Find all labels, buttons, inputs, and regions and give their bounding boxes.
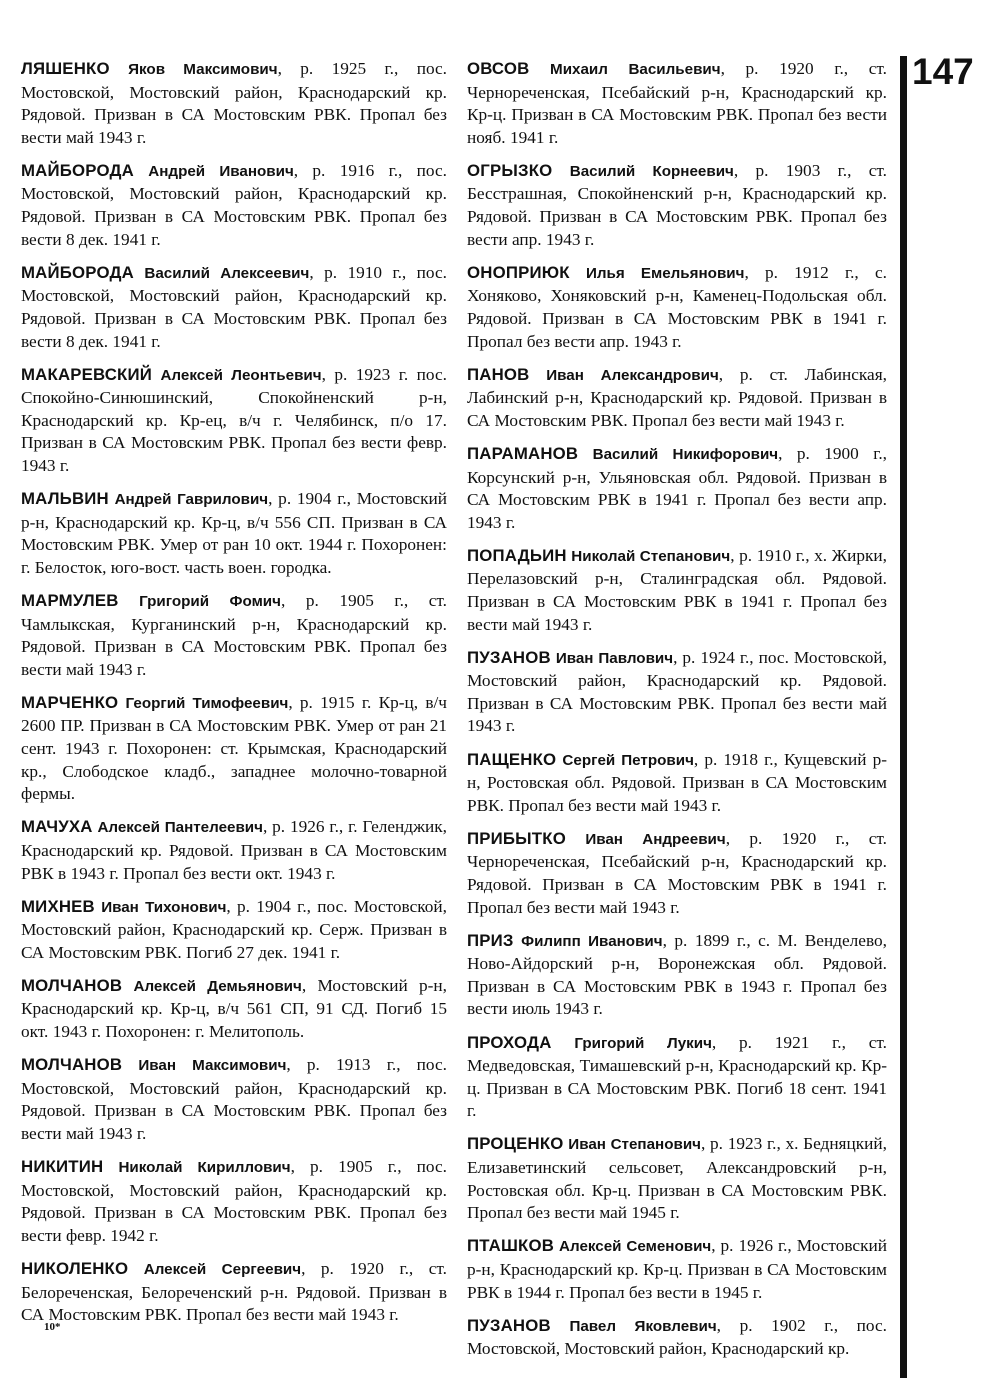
entry-surname: ПАНОВ: [467, 364, 530, 384]
entry-details: , р. 1920 г., ст. Чернореченская, Псебайский р-н, Краснодарский кр. Рядовой. Призван в СА Мостовским РВК в 1941 г. Пропал без вести май 1943 г.: [467, 828, 887, 917]
entry-surname: МОЛЧАНОВ: [21, 975, 123, 995]
entry-details: , р. 1910 г., пос. Мостовской, Мостовский район, Краснодарский кр. Рядовой. Призван в СА Мостовским РВК. Пропал без вести 8 дек. 1941 г.: [21, 262, 447, 351]
entry-given-name: Николай Кириллович: [118, 1159, 291, 1177]
entry-surname: ПРИЗ: [467, 930, 514, 950]
entry-surname: ПУЗАНОВ: [467, 1315, 551, 1335]
biography-entry: [467, 443, 887, 534]
biography-entry: [467, 1133, 887, 1224]
biography-entry: [21, 816, 447, 885]
entry-given-name: Алексей Сергеевич: [143, 1260, 302, 1278]
entry-details: , р. 1916 г., пос. Мостовской, Мостовский район, Краснодарский кр. Рядовой. Призван в СА Мостовским РВК. Пропал без вести 8 дек. 1941 г.: [21, 160, 447, 249]
entry-given-name: Алексей Демьянович: [133, 977, 302, 995]
biography-entry: [21, 364, 447, 478]
entry-surname: ПАРАМАНОВ: [467, 443, 579, 463]
entry-surname: МОЛЧАНОВ: [21, 1055, 123, 1075]
entry-given-name: Иван Александрович: [546, 366, 719, 384]
entry-given-name: Георгий Тимофеевич: [125, 694, 289, 712]
biography-entry: [467, 1235, 887, 1304]
entry-given-name: Алексей Леонтьевич: [160, 366, 322, 384]
biography-entry: [21, 975, 447, 1044]
entry-details: , р. ст. Лабинская, Лабинский р-н, Краснодарский кр. Рядовой. Призван в СА Мостовским РВК. Пропал без вести май 1943 г.: [467, 364, 887, 430]
biography-entry: [21, 590, 447, 681]
biography-entry: [21, 160, 447, 251]
biography-entry: [21, 488, 447, 579]
biography-entry: [467, 1315, 887, 1361]
biography-entry: [21, 1258, 447, 1327]
biography-entry: [21, 58, 447, 149]
entry-given-name: Василий Корнеевич: [569, 162, 734, 180]
entry-given-name: Илья Емельянович: [585, 264, 745, 282]
right-column: [467, 58, 887, 1371]
entry-surname: МАКАРЕВСКИЙ: [21, 364, 153, 384]
biography-entry: [467, 647, 887, 738]
entry-surname: МАРЧЕНКО: [21, 692, 119, 712]
biography-entry: [467, 930, 887, 1021]
entry-surname: ПТАШКОВ: [467, 1236, 555, 1256]
entry-details: , р. 1910 г., х. Жирки, Перелазовский р-н, Сталинградская обл. Рядовой. Призван в СА Мостовским РВК в 1941 г. Пропал без вести май 1943 г.: [467, 545, 887, 634]
entry-surname: ПУЗАНОВ: [467, 647, 551, 667]
biography-entry: [467, 749, 887, 818]
entry-given-name: Иван Тихонович: [101, 898, 227, 916]
entry-details: , р. 1905 г., ст. Чамлыкская, Курганинский р-н, Краснодарский кр. Рядовой. Призван в СА Мостовским РВК. Пропал без вести май 1943 г.: [21, 590, 447, 679]
biography-entry: [21, 262, 447, 353]
biography-entry: [21, 1156, 447, 1247]
entry-details: , р. 1926 г., г. Геленджик, Краснодарский кр. Рядовой. Призван в СА Мостовским РВК в 1943 г. Пропал без вести окт. 1943 г.: [21, 817, 448, 883]
biography-entry: [467, 58, 887, 149]
entry-surname: НИКИТИН: [21, 1157, 104, 1177]
entry-details: , р. 1900 г., Корсунский р-н, Ульяновская обл. Рядовой. Призван в СА Мостовским РВК в 1941 г. Пропал без вести апр. 1943 г.: [467, 443, 887, 532]
entry-given-name: Михаил Васильевич: [550, 61, 721, 78]
entry-details: , р. 1902 г., пос. Мостовской, Мостовский район, Краснодарский кр.: [467, 1315, 887, 1359]
biography-entry: [467, 262, 887, 353]
entry-given-name: Филипп Иванович: [521, 932, 663, 950]
biography-entry: [467, 364, 887, 433]
signature-mark: 10*: [44, 1321, 61, 1333]
entry-given-name: Яков Максимович: [128, 61, 278, 78]
entry-given-name: Иван Павлович: [555, 649, 674, 667]
entry-surname: МАЙБОРОДА: [21, 160, 134, 180]
entry-details: , р. 1904 г., Мостовский р-н, Краснодарский кр. Кр-ц, в/ч 556 СП. Призван в СА Мостовским РВК. Умер от ран 10 окт. 1944 г. Похоронен: г. Белосток, юго-вост. часть воен. городка.: [21, 489, 447, 577]
entry-surname: ПРОХОДА: [467, 1032, 552, 1052]
entry-surname: МАРМУЛЕВ: [21, 590, 119, 610]
entry-details: , р. 1921 г., ст. Медведовская, Тимашевский р-н, Краснодарский кр. Кр-ц. Призван в СА Мостовским РВК. Погиб 18 сент. 1941 г.: [467, 1032, 887, 1121]
entry-details: , р. 1920 г., ст. Белореченская, Белореченский р-н. Рядовой. Призван в СА Мостовским РВК. Пропал без вести май 1943 г.: [21, 1258, 447, 1325]
entry-surname: ЛЯШЕНКО: [21, 59, 110, 78]
entry-surname: МИХНЕВ: [21, 896, 95, 916]
entry-given-name: Григорий Лукич: [574, 1034, 712, 1052]
biography-entry: [21, 896, 447, 965]
entry-surname: ПРИБЫТКО: [467, 828, 566, 848]
entry-details: , р. 1923 г., х. Бедняцкий, Елизаветинский сельсовет, Александровский р-н, Ростовская обл. Кр-ц. Призван в СА Мостовским РВК. Пропал без вести май 1945 г.: [467, 1134, 887, 1223]
entry-details: , р. 1920 г., ст. Чернореченская, Псебайский р-н, Краснодарский кр. Кр-ц. Призван в СА Мостовским РВК. Пропал без вести нояб. 1941 г.: [467, 59, 887, 147]
entry-details: , р. 1925 г., пос. Мостовской, Мостовский район, Краснодарский кр. Рядовой. Призван в СА Мостовским РВК. Пропал без вести май 1943 г.: [21, 59, 447, 147]
entry-surname: ОВСОВ: [467, 59, 530, 78]
entry-details: , р. 1913 г., пос. Мостовской, Мостовский район, Краснодарский кр. Рядовой. Призван в СА Мостовским РВК. Пропал без вести май 1943 г.: [21, 1055, 447, 1143]
entry-details: , р. 1918 г., Кущевский р-н, Ростовская обл. Рядовой. Призван в СА Мостовским РВК. Пропал без вести май 1943 г.: [467, 749, 887, 815]
entry-surname: МАЙБОРОДА: [21, 262, 134, 282]
entry-given-name: Григорий Фомич: [139, 592, 281, 610]
page-number: 147: [912, 51, 974, 92]
entry-given-name: Алексей Пантелеевич: [97, 819, 263, 837]
entry-given-name: Андрей Гаврилович: [114, 491, 269, 509]
entry-details: , р. 1904 г., пос. Мостовской, Мостовский район, Краснодарский кр. Серж. Призван в СА Мостовским РВК. Погиб 27 дек. 1941 г.: [21, 896, 447, 962]
entry-details: , р. 1912 г., с. Хоняково, Хоняковский р-н, Каменец-Подольская обл. Рядовой. Призван в СА Мостовским РВК в 1941 г. Пропал без вести апр. 1943 г.: [467, 262, 887, 351]
entry-details: , р. 1903 г., ст. Бесстрашная, Спокойненский р-н, Краснодарский кр. Рядовой. Призван в СА Мостовским РВК. Пропал без вести апр. 1943 г.: [467, 160, 887, 249]
entry-surname: ПАЩЕНКО: [467, 749, 557, 769]
biography-entry: [21, 1054, 447, 1145]
entry-details: , р. 1915 г. Кр-ц, в/ч 2600 ПР. Призван в СА Мостовским РВК. Умер от ран 21 сент. 1943 г. Похоронен: ст. Крымская, Краснодарский кр., Слободское кладб., западнее молочно-товарной фермы.: [21, 692, 447, 804]
entry-surname: НИКОЛЕНКО: [21, 1258, 129, 1278]
biography-entry: [467, 160, 887, 251]
entry-details: , Мостовский р-н, Краснодарский кр. Кр-ц, в/ч 561 СП, 91 СД. Погиб 15 окт. 1943 г. Похоронен: г. Мелитополь.: [21, 975, 447, 1042]
entry-given-name: Иван Максимович: [138, 1057, 287, 1075]
entry-surname: МАЛЬВИН: [21, 489, 109, 509]
entry-details: , р. 1899 г., с. М. Венделево, Ново-Айдорский р-н, Воронежская обл. Рядовой. Призван в СА Мостовским РВК в 1943 г. Пропал без вести июль 1943 г.: [467, 930, 887, 1019]
entry-given-name: Иван Андреевич: [585, 830, 726, 848]
biography-entry: [467, 828, 887, 919]
entry-details: , р. 1923 г. пос. Спокойно-Синюшинский, Спокойненский р-н, Краснодарский кр. Кр-ец, в/ч г. Челябинск, п/о 17. Призван в СА Мостовским РВК. Пропал без вести февр. 1943 г.: [21, 364, 447, 475]
entry-surname: ОНОПРИЮК: [467, 262, 570, 282]
entry-given-name: Василий Алексеевич: [144, 264, 310, 282]
entry-given-name: Андрей Иванович: [148, 162, 294, 180]
entry-details: , р. 1926 г., Мостовский р-н, Краснодарский кр. Кр-ц. Призван в СА Мостовским РВК в 1944 г. Пропал без вести в 1945 г.: [467, 1236, 887, 1302]
entry-surname: ПРОЦЕНКО: [467, 1134, 564, 1154]
entry-surname: ПОПАДЬИН: [467, 545, 567, 565]
entry-given-name: Сергей Петрович: [562, 751, 694, 769]
biography-entry: [21, 692, 447, 806]
left-column: [21, 58, 447, 1337]
biography-entry: [467, 545, 887, 636]
entry-surname: МАЧУХА: [21, 817, 93, 837]
vertical-rule: [900, 56, 907, 1378]
entry-surname: ОГРЫЗКО: [467, 160, 553, 180]
entry-given-name: Николай Степанович: [571, 547, 731, 565]
entry-given-name: Алексей Семенович: [559, 1238, 712, 1256]
entry-details: , р. 1924 г., пос. Мостовской, Мостовский район, Краснодарский кр. Рядовой. Призван в СА Мостовским РВК. Пропал без вести май 1943 г.: [467, 647, 887, 736]
entry-given-name: Василий Никифорович: [592, 445, 779, 463]
entry-given-name: Павел Яковлевич: [569, 1317, 717, 1335]
entry-details: , р. 1905 г., пос. Мостовской, Мостовский район, Краснодарский кр. Рядовой. Призван в СА Мостовским РВК. Пропал без вести февр. 1942 г.: [21, 1157, 447, 1245]
biography-entry: [467, 1032, 887, 1123]
entry-given-name: Иван Степанович: [568, 1136, 701, 1154]
